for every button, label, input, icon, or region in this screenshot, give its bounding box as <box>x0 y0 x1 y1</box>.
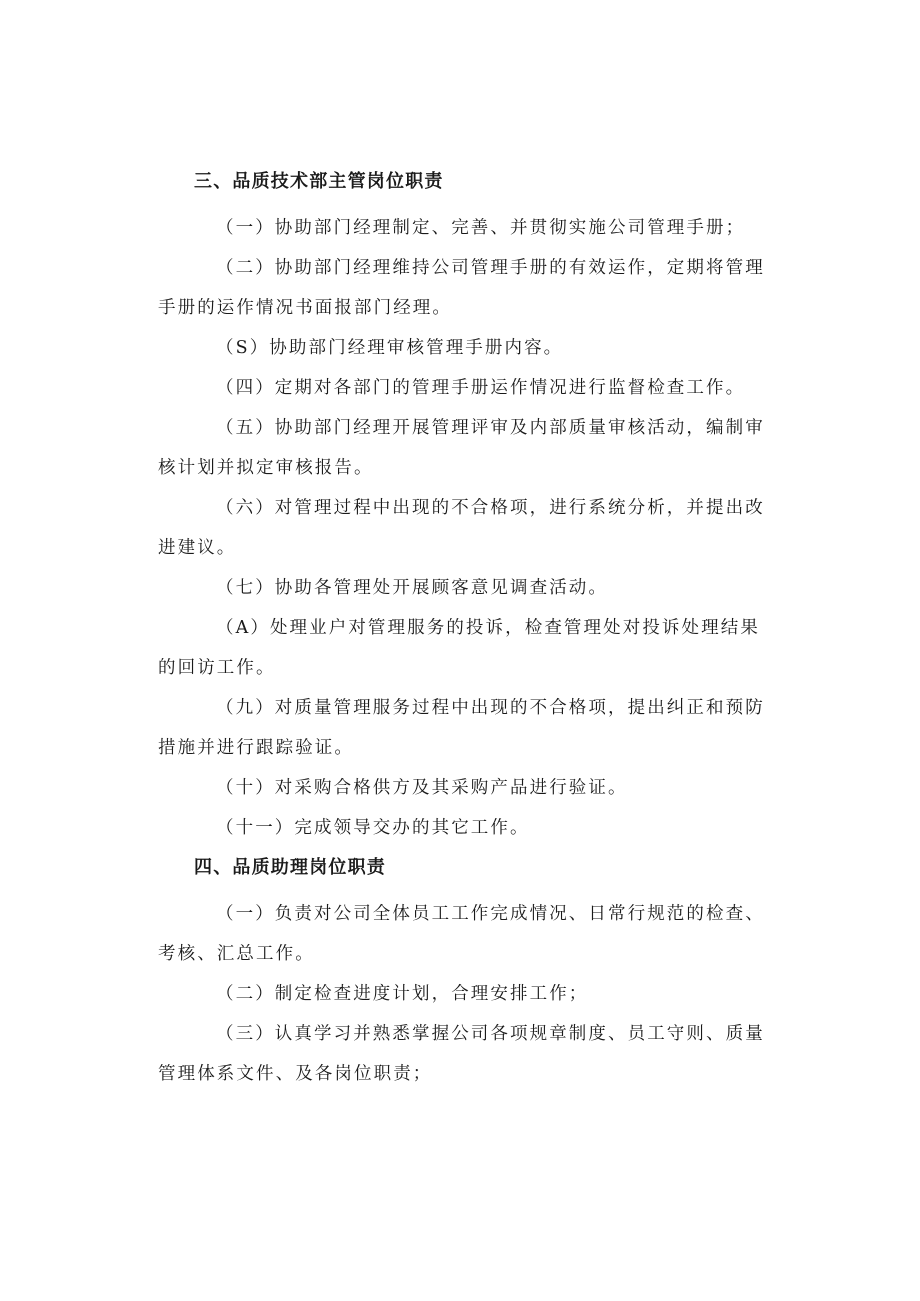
duty-item: （四）定期对各部门的管理手册运作情况进行监督检查工作。 <box>216 378 746 398</box>
duty-item: （五）协助部门经理开展管理评审及内部质量审核活动，编制审核计划并拟定审核报告。 <box>158 418 765 478</box>
duty-item: （二）协助部门经理维持公司管理手册的有效运作，定期将管理手册的运作情况书面报部门经理。 <box>158 258 765 318</box>
duty-item: （二）制定检查进度计划，合理安排工作； <box>216 984 589 1004</box>
duty-item: （S）协助部门经理审核管理手册内容。 <box>216 338 564 358</box>
document-body <box>158 168 773 1094</box>
duty-item: （A）处理业户对管理服务的投诉，检查管理处对投诉处理结果的回访工作。 <box>158 618 760 678</box>
duty-item: （七）协助各管理处开展顾客意见调查活动。 <box>216 578 608 598</box>
duty-item: （十一）完成领导交办的其它工作。 <box>216 818 530 838</box>
duty-item: （十）对采购合格供方及其采购产品进行验证。 <box>216 778 628 798</box>
duty-item: （三）认真学习并熟悉掌握公司各项规章制度、员工守则、质量管理体系文件、及各岗位职责； <box>158 1024 765 1084</box>
section-heading-quality-assistant: 四、品质助理岗位职责 <box>194 857 386 878</box>
duty-item: （九）对质量管理服务过程中出现的不合格项，提出纠正和预防措施并进行跟踪验证。 <box>158 698 765 758</box>
duty-item: （一）协助部门经理制定、完善、并贯彻实施公司管理手册； <box>216 218 746 238</box>
duty-item: （一）负责对公司全体员工工作完成情况、日常行规范的检查、考核、汇总工作。 <box>158 904 765 964</box>
section-heading-quality-tech-supervisor: 三、品质技术部主管岗位职责 <box>194 171 444 192</box>
duty-item: （六）对管理过程中出现的不合格项，进行系统分析，并提出改进建议。 <box>158 498 765 558</box>
